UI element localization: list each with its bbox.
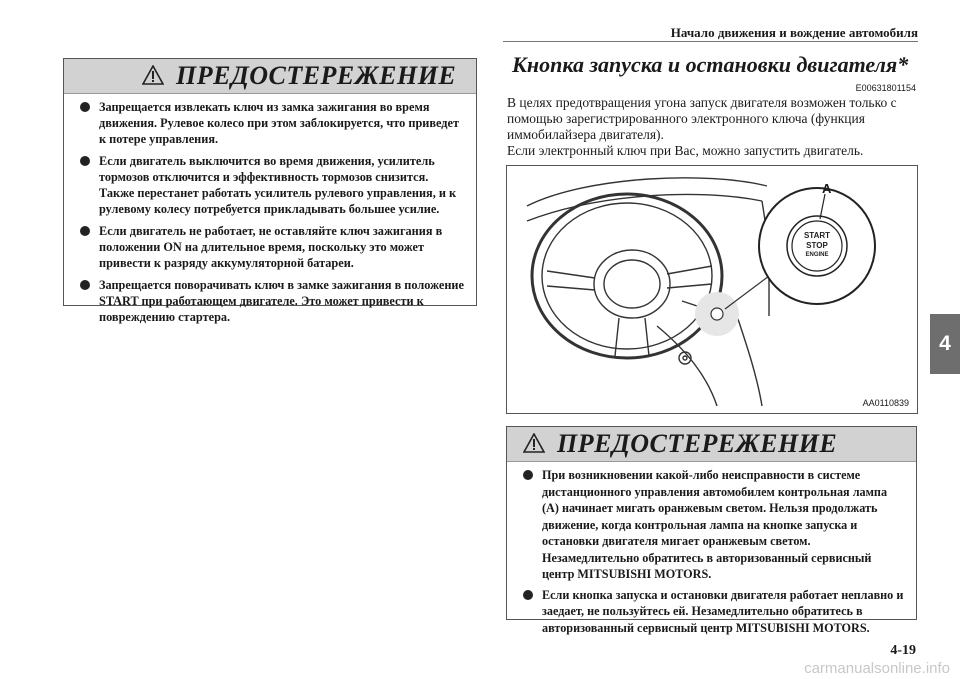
warning-list (64, 94, 476, 325)
warning-item-text: Если кнопка запуска и остановки двигателя работает неплавно и заедает, не пользуйтесь ей. Незамедлительно обратитесь в авторизованный сервисный центр MITSUBISHI MOTORS. (542, 587, 904, 635)
bullet-icon (80, 156, 90, 166)
warning-item-text: Запрещается извлекать ключ из замка зажигания во время движения. Рулевое колесо при этом заблокируется, что приведет к потере управления. (99, 100, 460, 146)
section-code: E00631801154 (855, 83, 916, 93)
warning-item (74, 99, 466, 147)
warning-item-text: Если двигатель выключится во время движения, усилитель тормозов отключится и эффективность тормозов снизится. Также перестанет работать усилитель рулевого управления, и к рулевому колесу потребуется прикладывать большее усилие. (99, 154, 457, 216)
warning-list (507, 462, 916, 636)
warning-box-left (63, 58, 477, 324)
warning-item (517, 467, 906, 583)
bullet-icon (80, 102, 90, 112)
steering-wheel-drawing (507, 166, 917, 413)
watermark: carmanualsonline.info (804, 660, 950, 677)
warning-triangle-icon (142, 65, 164, 85)
warning-triangle-icon (523, 433, 545, 453)
intro-paragraph: В целях предотвращения угона запуск двигателя возможен только с помощью зарегистрированного электронного ключа (функция иммобилайзера двигателя). (507, 95, 897, 142)
intro-paragraph: Если электронный ключ при Вас, можно запустить двигатель. (507, 143, 864, 158)
warning-item (74, 277, 466, 325)
warning-title: ПРЕДОСТЕРЕЖЕНИЕ (176, 61, 457, 90)
button-text-stop: STOP (806, 241, 828, 250)
bullet-icon (80, 226, 90, 236)
warning-item (74, 223, 466, 271)
warning-item (74, 153, 466, 217)
section-intro (507, 95, 917, 159)
page-number: 4-19 (890, 643, 916, 658)
bullet-icon (523, 590, 533, 600)
bullet-icon (523, 470, 533, 480)
chapter-tab: 4 (930, 314, 960, 374)
warning-item (517, 587, 906, 637)
header-rule (503, 41, 918, 42)
section-title: Кнопка запуска и остановки двигателя* (512, 52, 909, 77)
warning-item-text: Если двигатель не работает, не оставляйте ключ зажигания в положении ON на длительное время, поскольку это может привести к разряду аккумуляторной батареи. (99, 224, 443, 270)
warning-box-right (506, 426, 917, 635)
bullet-icon (80, 280, 90, 290)
warning-title: ПРЕДОСТЕРЕЖЕНИЕ (557, 429, 838, 458)
warning-header (507, 427, 916, 462)
warning-header (64, 59, 476, 94)
warning-item-text: При возникновении какой-либо неисправности в системе дистанционного управления автомобилем контрольная лампа (A) начинает мигать оранжевым светом. Нельзя продолжать движение, когда контрольная лампа на кнопке запуска и остановки двигателя мигает оранжевым светом. Незамедлительно обратитесь в авторизованный сервисный центр MITSUBISHI MOTORS. (542, 468, 888, 581)
dashboard-illustration (506, 165, 918, 414)
button-text-engine: ENGINE (805, 252, 829, 258)
illustration-code: AA0110839 (862, 398, 909, 408)
button-text-start: START (803, 231, 831, 240)
warning-item-text: Запрещается поворачивать ключ в замке зажигания в положение START при работающем двигателе. Это может привести к повреждению стартера. (99, 278, 464, 324)
start-stop-button (790, 231, 844, 267)
running-header: Начало движения и вождение автомобиля (670, 25, 918, 40)
indicator-callout-label: A (822, 181, 832, 196)
